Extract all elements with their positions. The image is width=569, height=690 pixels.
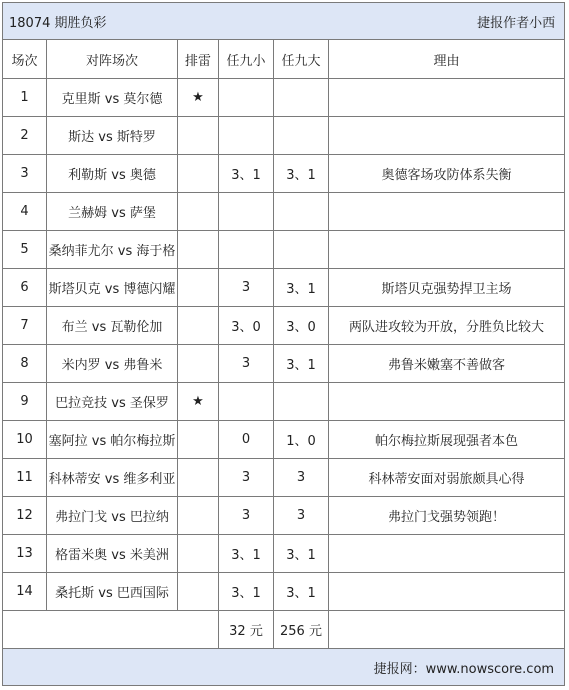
reason-text: 斯塔贝克强势捍卫主场 bbox=[329, 269, 565, 307]
pick-small: 3、1 bbox=[219, 573, 274, 611]
match-num: 2 bbox=[3, 117, 47, 155]
reason-text: 两队进攻较为开放，分胜负比较大 bbox=[329, 307, 565, 345]
pick-small: 3 bbox=[219, 497, 274, 535]
mine-mark bbox=[178, 307, 219, 345]
pick-big: 3、1 bbox=[274, 345, 329, 383]
pick-small: 3、1 bbox=[219, 155, 274, 193]
match-num: 9 bbox=[3, 383, 47, 421]
pick-big bbox=[274, 79, 329, 117]
pick-small bbox=[219, 383, 274, 421]
table-row bbox=[3, 307, 565, 345]
pick-big: 3、1 bbox=[274, 535, 329, 573]
table-row bbox=[3, 193, 565, 231]
mine-mark bbox=[178, 497, 219, 535]
pick-big: 3、1 bbox=[274, 269, 329, 307]
match-num: 6 bbox=[3, 269, 47, 307]
match-num: 1 bbox=[3, 79, 47, 117]
totals-empty bbox=[329, 611, 565, 649]
table-row bbox=[3, 459, 565, 497]
match-name: 巴拉竞技 vs 圣保罗 bbox=[47, 383, 178, 421]
pick-small: 3、1 bbox=[219, 535, 274, 573]
match-name: 科林蒂安 vs 维多利亚 bbox=[47, 459, 178, 497]
pick-big: 1、0 bbox=[274, 421, 329, 459]
mine-mark bbox=[178, 269, 219, 307]
pick-small: 3 bbox=[219, 269, 274, 307]
table-row bbox=[3, 79, 565, 117]
pick-big: 3、1 bbox=[274, 573, 329, 611]
reason-text bbox=[329, 193, 565, 231]
table-row bbox=[3, 117, 565, 155]
mine-mark bbox=[178, 345, 219, 383]
match-num: 14 bbox=[3, 573, 47, 611]
match-name: 桑托斯 vs 巴西国际 bbox=[47, 573, 178, 611]
footer-bar bbox=[3, 649, 565, 686]
match-name: 弗拉门戈 vs 巴拉纳 bbox=[47, 497, 178, 535]
reason-text: 弗拉门戈强势领跑！ bbox=[329, 497, 565, 535]
match-num: 4 bbox=[3, 193, 47, 231]
match-num: 8 bbox=[3, 345, 47, 383]
match-name: 克里斯 vs 莫尔德 bbox=[47, 79, 178, 117]
match-name: 斯塔贝克 vs 博德闪耀 bbox=[47, 269, 178, 307]
mine-mark bbox=[178, 573, 219, 611]
pick-big: 3 bbox=[274, 497, 329, 535]
reason-text bbox=[329, 117, 565, 155]
reason-text bbox=[329, 573, 565, 611]
mine-mark: ★ bbox=[178, 383, 219, 421]
match-name: 利勒斯 vs 奥德 bbox=[47, 155, 178, 193]
reason-text: 科林蒂安面对弱旅颇具心得 bbox=[329, 459, 565, 497]
reason-text bbox=[329, 79, 565, 117]
match-name: 布兰 vs 瓦勒伦加 bbox=[47, 307, 178, 345]
reason-text bbox=[329, 231, 565, 269]
header-row bbox=[3, 40, 565, 79]
totals-row bbox=[3, 611, 565, 649]
reason-text bbox=[329, 383, 565, 421]
table-row bbox=[3, 269, 565, 307]
header-small: 任九小 bbox=[219, 40, 274, 79]
match-num: 5 bbox=[3, 231, 47, 269]
totals-spacer bbox=[3, 611, 219, 649]
pick-small bbox=[219, 193, 274, 231]
match-name: 斯达 vs 斯特罗 bbox=[47, 117, 178, 155]
reason-text: 弗鲁米嫩塞不善做客 bbox=[329, 345, 565, 383]
total-small: 32 元 bbox=[219, 611, 274, 649]
mine-mark bbox=[178, 193, 219, 231]
match-num: 7 bbox=[3, 307, 47, 345]
match-num: 3 bbox=[3, 155, 47, 193]
table-row bbox=[3, 231, 565, 269]
pick-big: 3 bbox=[274, 459, 329, 497]
pick-small: 3、0 bbox=[219, 307, 274, 345]
pick-big: 3、0 bbox=[274, 307, 329, 345]
match-name: 塞阿拉 vs 帕尔梅拉斯 bbox=[47, 421, 178, 459]
match-num: 10 bbox=[3, 421, 47, 459]
match-num: 12 bbox=[3, 497, 47, 535]
reason-text: 帕尔梅拉斯展现强者本色 bbox=[329, 421, 565, 459]
match-name: 桑纳菲尤尔 vs 海于格 bbox=[47, 231, 178, 269]
prediction-table bbox=[2, 2, 565, 686]
mine-mark: ★ bbox=[178, 79, 219, 117]
header-mine: 排雷 bbox=[178, 40, 219, 79]
match-name: 格雷米奥 vs 米美洲 bbox=[47, 535, 178, 573]
pick-small: 3 bbox=[219, 345, 274, 383]
header-num: 场次 bbox=[3, 40, 47, 79]
pick-small: 3 bbox=[219, 459, 274, 497]
pick-small bbox=[219, 79, 274, 117]
table-row bbox=[3, 497, 565, 535]
pick-small: 0 bbox=[219, 421, 274, 459]
match-num: 11 bbox=[3, 459, 47, 497]
pick-big bbox=[274, 193, 329, 231]
table-row bbox=[3, 573, 565, 611]
reason-text bbox=[329, 535, 565, 573]
pick-big bbox=[274, 383, 329, 421]
mine-mark bbox=[178, 155, 219, 193]
match-num: 13 bbox=[3, 535, 47, 573]
page-title: 18074 期胜负彩 bbox=[9, 15, 107, 31]
total-big: 256 元 bbox=[274, 611, 329, 649]
reason-text: 奥德客场攻防体系失衡 bbox=[329, 155, 565, 193]
mine-mark bbox=[178, 421, 219, 459]
author-label: 捷报作者小西 bbox=[477, 15, 556, 31]
pick-small bbox=[219, 231, 274, 269]
table-row bbox=[3, 155, 565, 193]
header-big: 任九大 bbox=[274, 40, 329, 79]
pick-small bbox=[219, 117, 274, 155]
table-row bbox=[3, 535, 565, 573]
pick-big bbox=[274, 231, 329, 269]
mine-mark bbox=[178, 117, 219, 155]
table-row bbox=[3, 345, 565, 383]
table-row bbox=[3, 421, 565, 459]
footer-site: 捷报网：www.nowscore.com bbox=[373, 661, 555, 677]
header-reason: 理由 bbox=[329, 40, 565, 79]
title-bar bbox=[3, 3, 565, 40]
table-row bbox=[3, 383, 565, 421]
mine-mark bbox=[178, 459, 219, 497]
match-name: 兰赫姆 vs 萨堡 bbox=[47, 193, 178, 231]
pick-big: 3、1 bbox=[274, 155, 329, 193]
pick-big bbox=[274, 117, 329, 155]
mine-mark bbox=[178, 231, 219, 269]
match-name: 米内罗 vs 弗鲁米 bbox=[47, 345, 178, 383]
mine-mark bbox=[178, 535, 219, 573]
header-match: 对阵场次 bbox=[47, 40, 178, 79]
